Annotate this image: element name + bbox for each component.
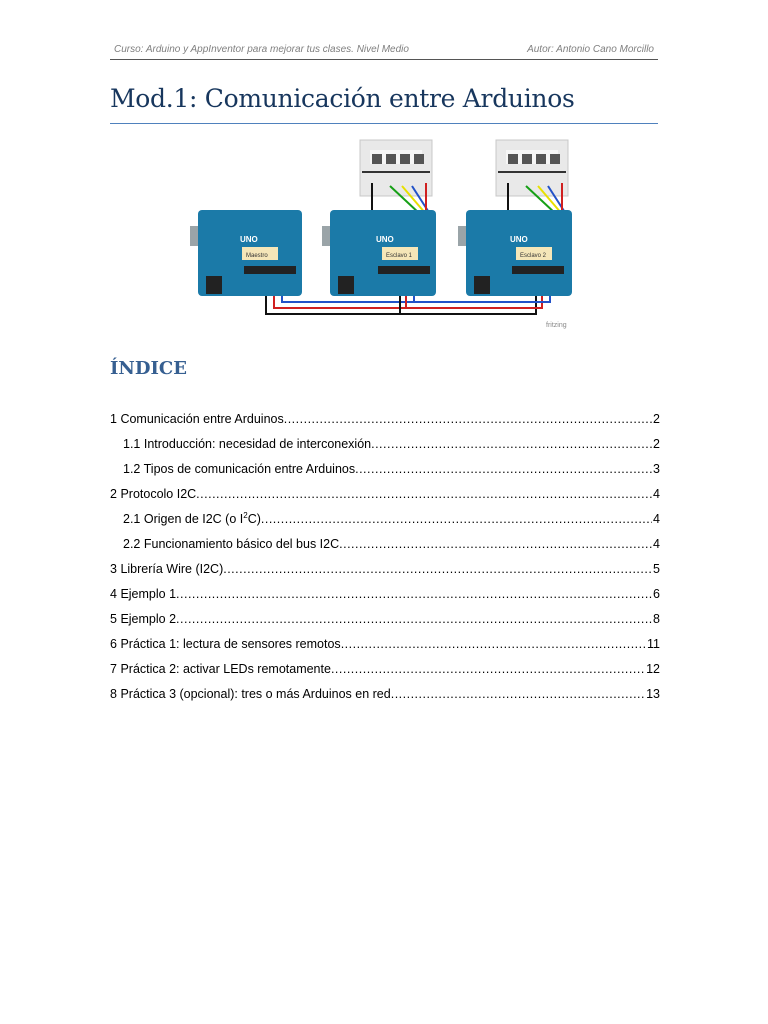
toc-entry[interactable]: 1.2 Tipos de comunicación entre Arduinos ..... 3: [110, 462, 660, 487]
arduino-board-slave-1: [322, 210, 436, 296]
board-label-esclavo-2: Esclavo 2: [520, 253, 547, 259]
breadboard-2: [496, 140, 568, 196]
toc-entry[interactable]: 8 Práctica 3 (opcional): tres o más Arduinos en red ..... 13: [110, 687, 660, 712]
i2c-bus-wires: [266, 296, 550, 314]
arduino-wiring-diagram: [190, 138, 580, 330]
header-author: Autor: Antonio Cano Morcillo: [527, 44, 654, 55]
title-divider: [110, 123, 658, 124]
toc-entry[interactable]: 5 Ejemplo 2 ..... 8: [110, 612, 660, 637]
breadboard-1: [360, 140, 432, 196]
table-of-contents: [110, 412, 660, 712]
fritzing-watermark: fritzing: [546, 322, 567, 329]
toc-entry[interactable]: 4 Ejemplo 1 ..... 6: [110, 587, 660, 612]
toc-entry[interactable]: 7 Práctica 2: activar LEDs remotamente ..... 12: [110, 662, 660, 687]
toc-entry[interactable]: 6 Práctica 1: lectura de sensores remotos ..... 11: [110, 637, 660, 662]
board-label-maestro: Maestro: [246, 253, 268, 259]
toc-entry[interactable]: 3 Librería Wire (I2C) ..... 5: [110, 562, 660, 587]
arduino-board-master: [190, 210, 302, 296]
header-course: Curso: Arduino y AppInventor para mejorar tus clases. Nivel Medio: [114, 44, 409, 55]
toc-entry[interactable]: 1 Comunicación entre Arduinos ..... 2: [110, 412, 660, 437]
page-title: Mod.1: Comunicación entre Arduinos: [110, 84, 575, 113]
board-label-esclavo-1: Esclavo 1: [386, 253, 413, 259]
board-logo: UNO: [510, 235, 528, 244]
board-logo: UNO: [376, 235, 394, 244]
index-heading: ÍNDICE: [110, 358, 187, 379]
toc-entry[interactable]: 2 Protocolo I2C ..... 4: [110, 487, 660, 512]
page-header: [110, 43, 658, 60]
arduino-board-slave-2: [458, 210, 572, 296]
toc-entry[interactable]: 2.2 Funcionamiento básico del bus I2C ..... 4: [110, 537, 660, 562]
toc-entry[interactable]: 1.1 Introducción: necesidad de interconexión ..... 2: [110, 437, 660, 462]
toc-entry[interactable]: 2.1 Origen de I2C (o $I^2C$) ..... 4: [110, 512, 660, 537]
board-logo: UNO: [240, 235, 258, 244]
